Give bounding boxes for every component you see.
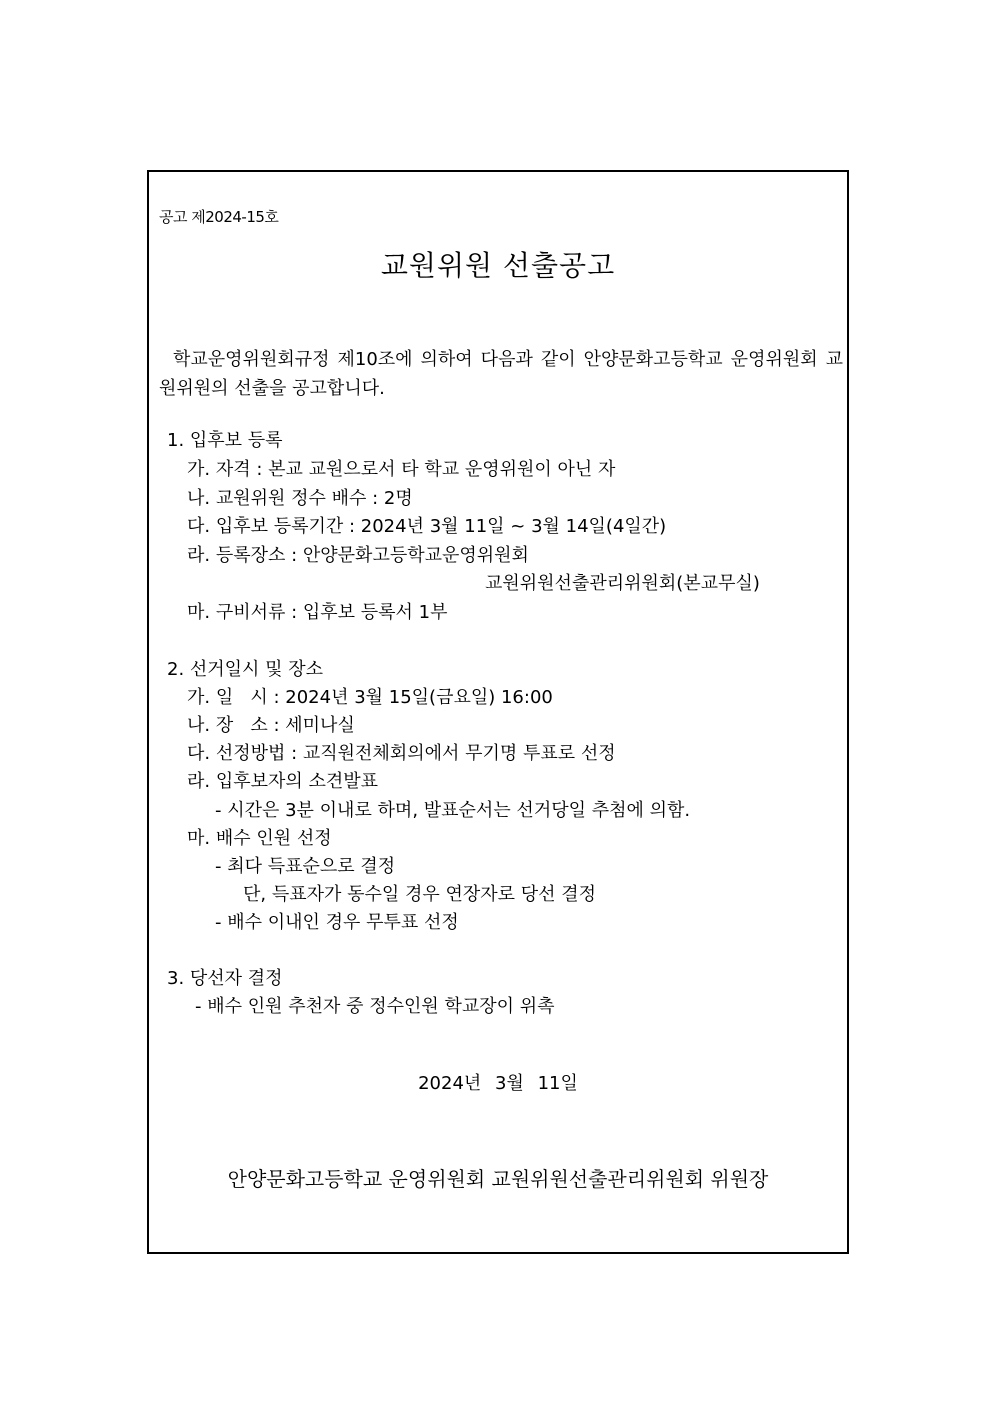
section-2-item-e-note-1-cont: 단, 득표자가 동수일 경우 연장자로 당선 결정 bbox=[243, 884, 597, 905]
intro-paragraph: 학교운영위원회규정 제10조에 의하여 다음과 같이 안양문화고등학교 운영위원회 교원위원의 선출을 공고합니다. bbox=[159, 349, 843, 399]
signature-line: 안양문화고등학교 운영위원회 교원위원선출관리위원회 위원장 bbox=[227, 1167, 769, 1191]
section-1-item-d: 라. 등록장소 : 안양문화고등학교운영위원회 bbox=[187, 545, 529, 566]
section-2-item-c: 다. 선정방법 : 교직원전체회의에서 무기명 투표로 선정 bbox=[187, 743, 616, 764]
section-1-heading: 1. 입후보 등록 bbox=[167, 430, 283, 451]
section-2-heading: 2. 선거일시 및 장소 bbox=[167, 659, 324, 680]
section-2-item-e: 마. 배수 인원 선정 bbox=[187, 828, 332, 849]
section-2-item-d-note: - 시간은 3분 이내로 하며, 발표순서는 선거당일 추첨에 의함. bbox=[215, 800, 691, 821]
section-2-item-e-note-1: - 최다 득표순으로 결정 bbox=[215, 856, 396, 877]
section-1-item-d-cont: 교원위원선출관리위원회(본교무실) bbox=[485, 573, 760, 594]
notice-frame bbox=[147, 170, 849, 1254]
notice-number: 공고 제2024-15호 bbox=[159, 208, 279, 226]
section-2-item-e-note-2: - 배수 이내인 경우 무투표 선정 bbox=[215, 912, 459, 933]
section-1-item-c: 다. 입후보 등록기간 : 2024년 3월 11일 ~ 3월 14일(4일간) bbox=[187, 516, 667, 537]
announcement-date: 2024년 3월 11일 bbox=[418, 1073, 578, 1094]
section-2-item-d: 라. 입후보자의 소견발표 bbox=[187, 771, 379, 792]
section-2-item-b: 나. 장 소 : 세미나실 bbox=[187, 715, 355, 736]
section-1-item-e: 마. 구비서류 : 입후보 등록서 1부 bbox=[187, 602, 448, 623]
page-title: 교원위원 선출공고 bbox=[380, 249, 616, 282]
section-1-item-a: 가. 자격 : 본교 교원으로서 타 학교 운영위원이 아닌 자 bbox=[187, 459, 616, 480]
section-2-item-a: 가. 일 시 : 2024년 3월 15일(금요일) 16:00 bbox=[187, 687, 553, 708]
section-3-item: - 배수 인원 추천자 중 정수인원 학교장이 위촉 bbox=[195, 996, 555, 1017]
section-3-heading: 3. 당선자 결정 bbox=[167, 968, 283, 989]
section-1-item-b: 나. 교원위원 정수 배수 : 2명 bbox=[187, 488, 413, 509]
